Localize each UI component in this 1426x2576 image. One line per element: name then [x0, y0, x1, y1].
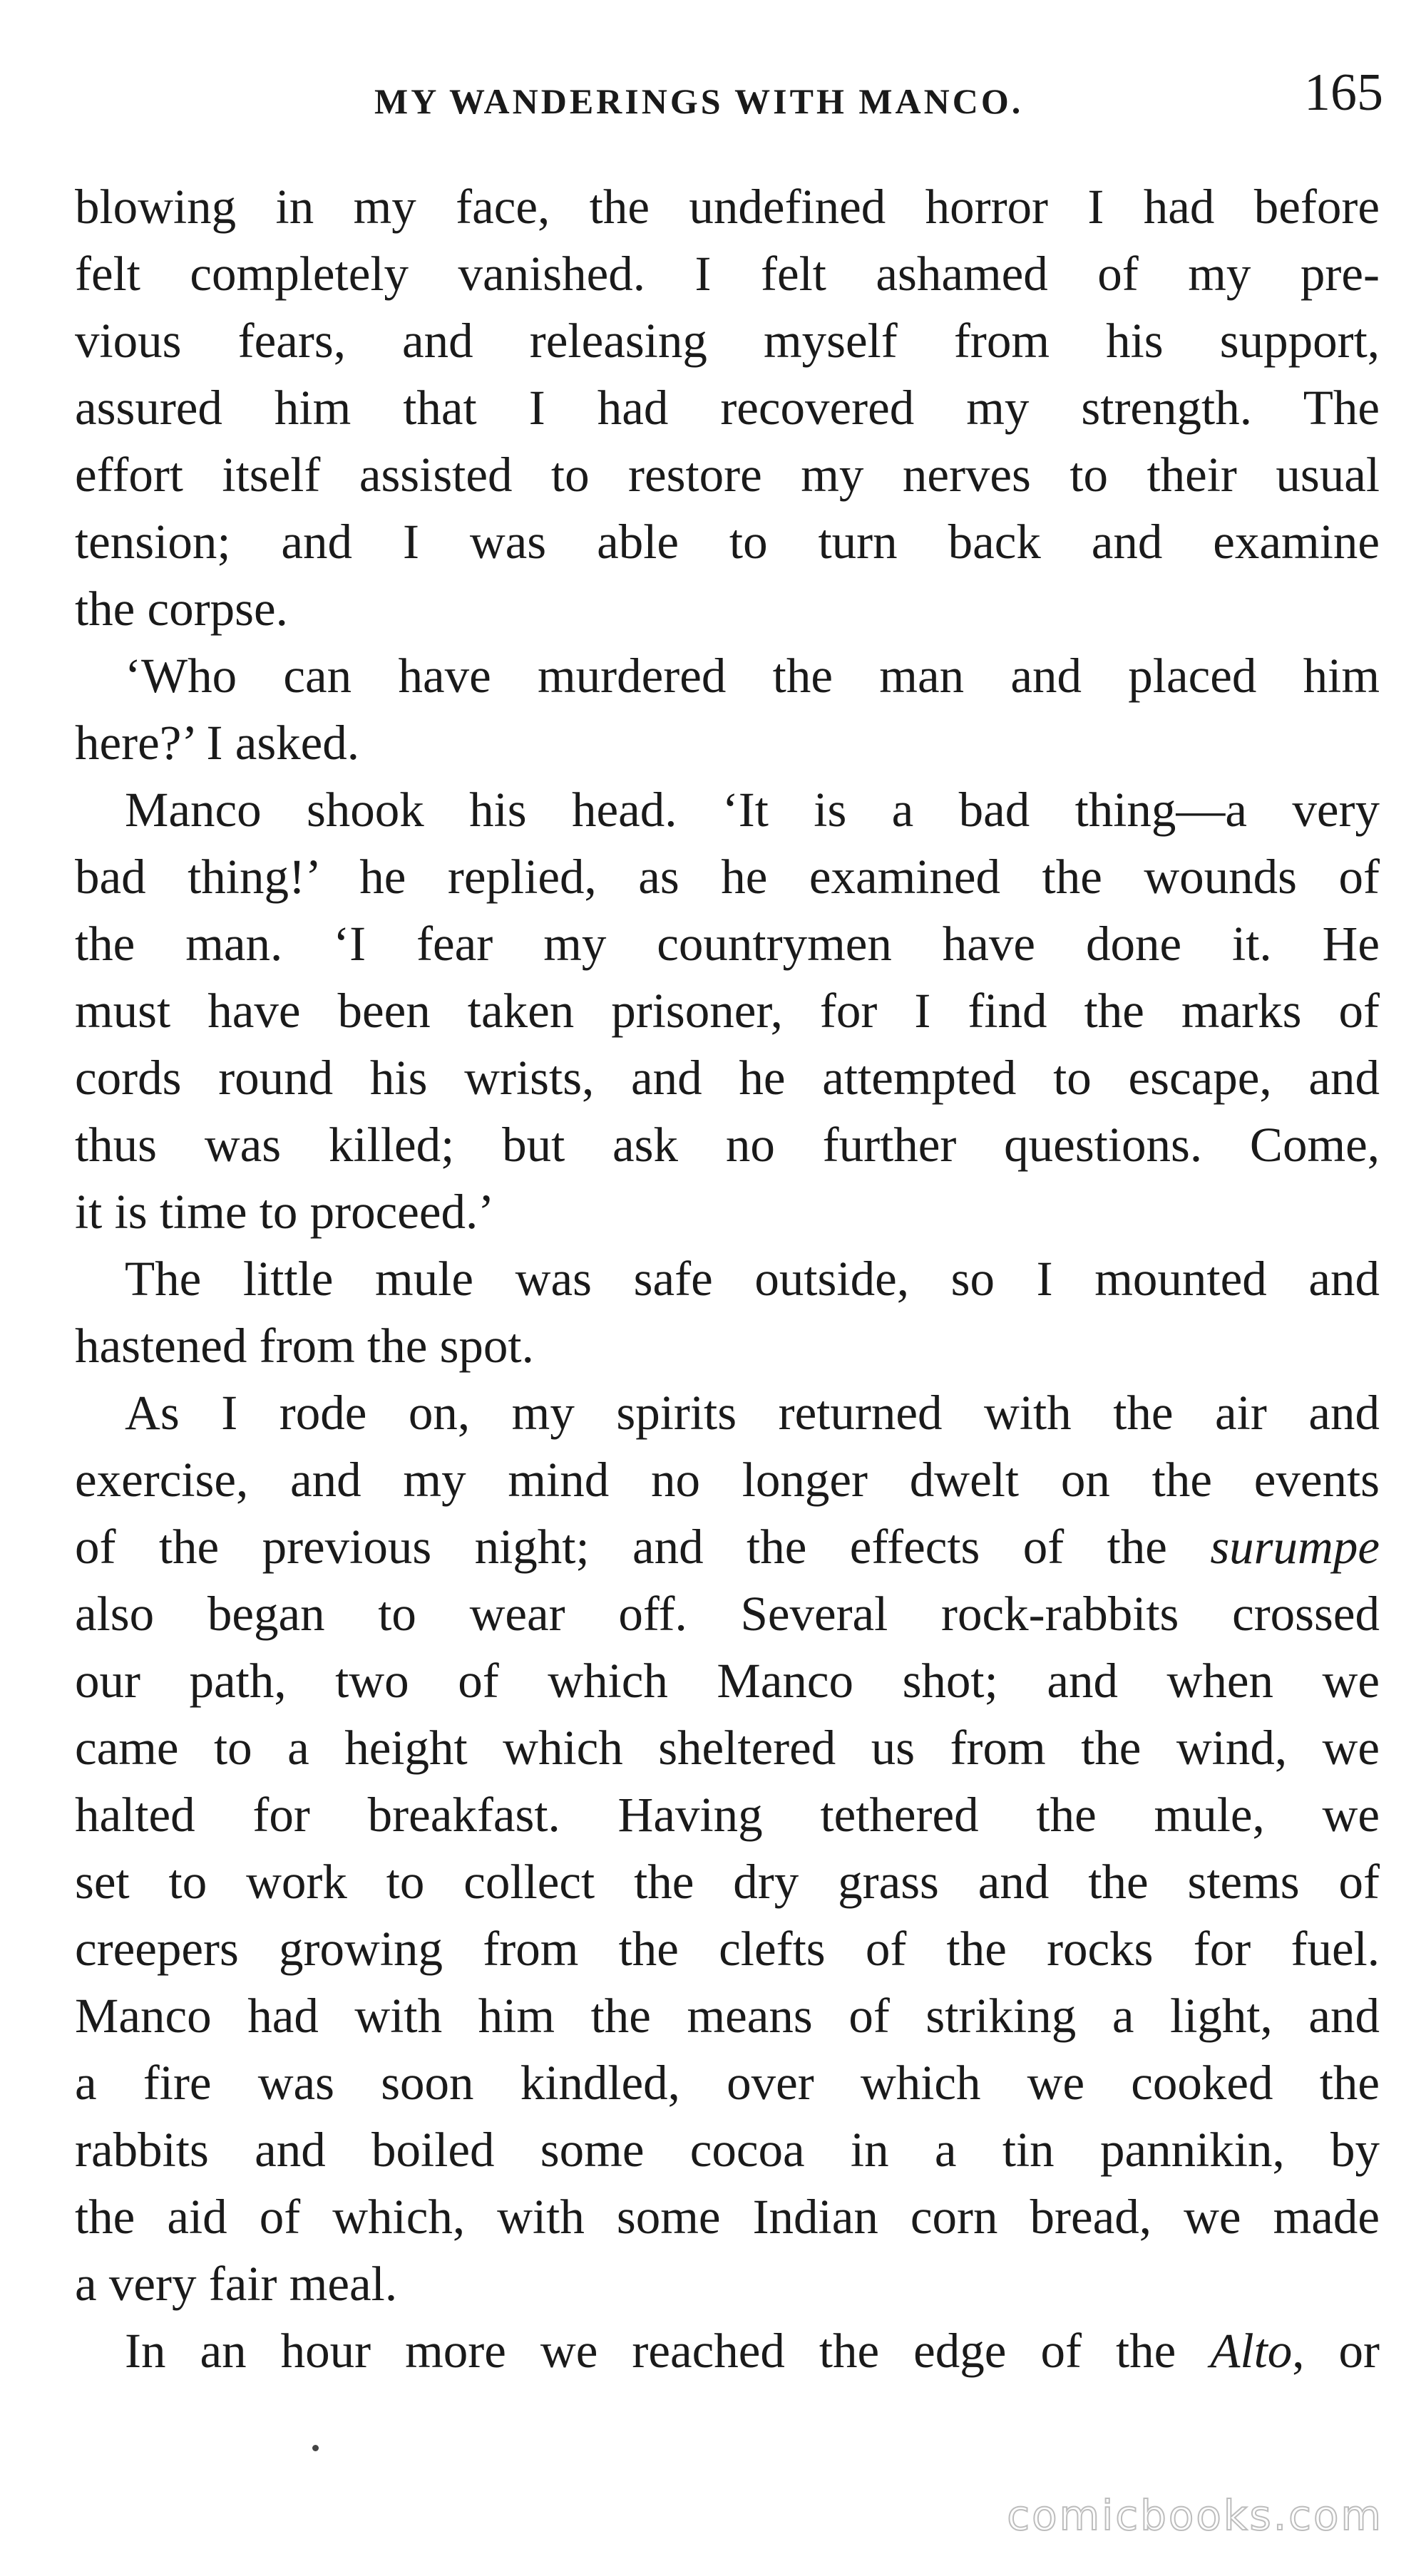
text-line: exercise, and my mind no longer dwelt on the events	[75, 1453, 1380, 1507]
italic-word: Alto	[1210, 2324, 1293, 2378]
text-line: In an hour more we reached the edge of the Alto, or	[125, 2324, 1380, 2378]
text-line: must have been taken prisoner, for I find the marks of	[75, 984, 1380, 1038]
paragraph	[75, 1245, 1380, 1379]
text-line: set to work to collect the dry grass and the stems of	[75, 1855, 1380, 1909]
text-line: the man. ‘I fear my countrymen have done it. He	[75, 917, 1380, 971]
text-line: thus was killed; but ask no further questions. Come,	[75, 1118, 1380, 1172]
text-line: vious fears, and releasing myself from his support,	[75, 314, 1380, 368]
text-line: rabbits and boiled some cocoa in a tin pannikin, by	[75, 2123, 1380, 2177]
text-line: a fire was soon kindled, over which we cooked the	[75, 2056, 1380, 2110]
paragraph	[75, 2317, 1380, 2384]
paragraph	[75, 642, 1380, 776]
text-line: hastened from the spot.	[75, 1319, 534, 1373]
print-speck	[312, 2445, 319, 2451]
text-line: As I rode on, my spirits returned with the air and	[125, 1386, 1380, 1440]
text-line: the corpse.	[75, 582, 288, 636]
watermark: comicbooks.com	[1007, 2491, 1383, 2540]
text-line: of the previous night; and the effects of the surumpe	[75, 1520, 1380, 1574]
text-line: blowing in my face, the undefined horror I had before	[75, 180, 1380, 234]
italic-word: surumpe	[1210, 1520, 1380, 1574]
page-header	[78, 63, 1383, 127]
paragraph	[75, 1379, 1380, 2317]
text-line: bad thing!’ he replied, as he examined the wounds of	[75, 850, 1380, 904]
text-line: tension; and I was able to turn back and examine	[75, 515, 1380, 569]
text-line: it is time to proceed.’	[75, 1185, 495, 1239]
page-number: 165	[1304, 63, 1383, 122]
paragraph	[75, 173, 1380, 642]
text-line: our path, two of which Manco shot; and when we	[75, 1654, 1380, 1708]
text-line: the aid of which, with some Indian corn bread, we made	[75, 2190, 1380, 2244]
text-line: a very fair meal.	[75, 2257, 398, 2311]
text-line: Manco shook his head. ‘It is a bad thing—a very	[125, 783, 1380, 837]
text-line: cords round his wrists, and he attempted to escape, and	[75, 1051, 1380, 1105]
text-line: here?’ I asked.	[75, 716, 360, 770]
text-line: ‘Who can have murdered the man and placed him	[125, 649, 1380, 703]
text-line: felt completely vanished. I felt ashamed of my pre-	[75, 247, 1380, 301]
text-line: The little mule was safe outside, so I mounted and	[125, 1252, 1380, 1306]
text-line: effort itself assisted to restore my nerves to their usual	[75, 448, 1380, 502]
paragraph	[75, 776, 1380, 1245]
body-text	[75, 173, 1380, 2384]
text-line: halted for breakfast. Having tethered the mule, we	[75, 1788, 1380, 1842]
text-line: Manco had with him the means of striking a light, and	[75, 1989, 1380, 2043]
running-head: MY WANDERINGS WITH MANCO.	[374, 81, 1024, 121]
text-line: creepers growing from the clefts of the rocks for fuel.	[75, 1922, 1380, 1976]
text-line: came to a height which sheltered us from the wind, we	[75, 1721, 1380, 1775]
text-line: also began to wear off. Several rock-rabbits crossed	[75, 1587, 1380, 1641]
text-line: assured him that I had recovered my strength. The	[75, 381, 1380, 435]
